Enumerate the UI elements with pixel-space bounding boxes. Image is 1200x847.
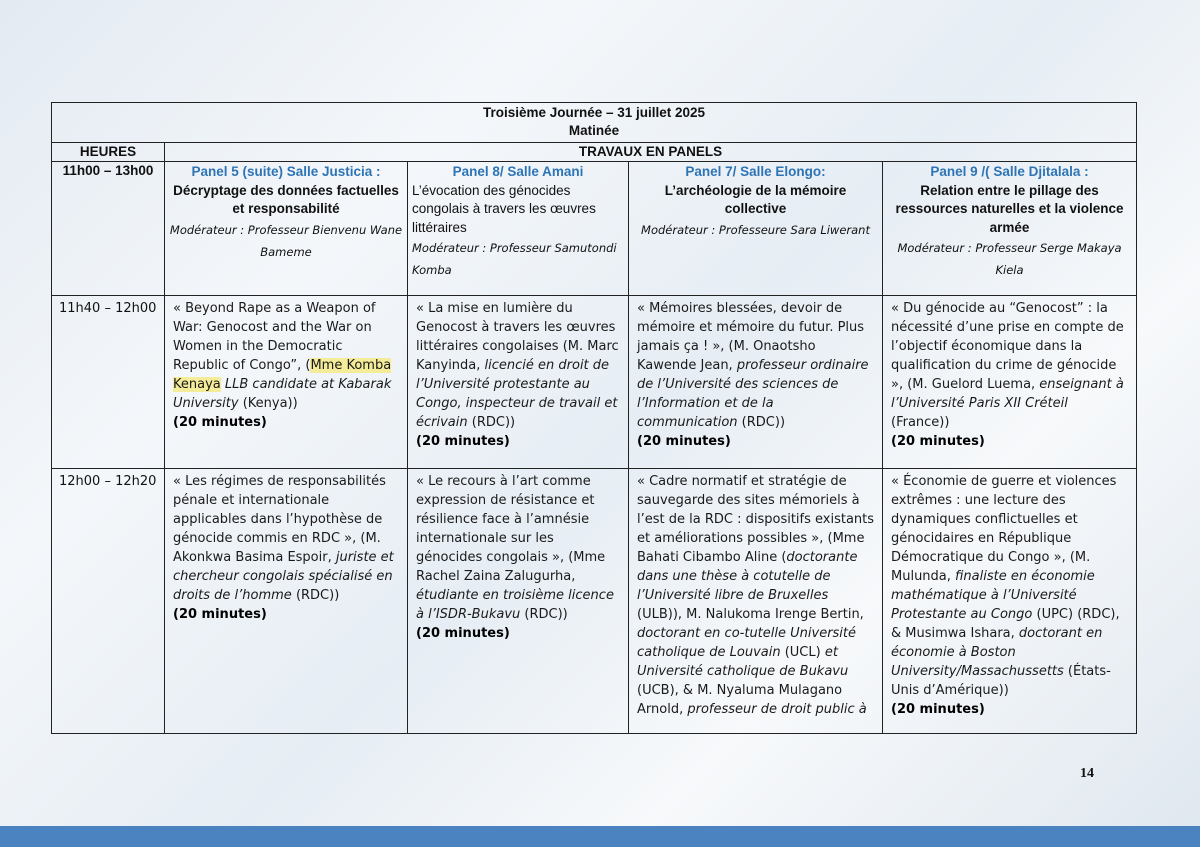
talk-text: (Kenya)) xyxy=(238,396,298,411)
talk-text: (RDC)) xyxy=(467,415,516,430)
panel-cell-8 xyxy=(408,162,629,296)
talk-cell xyxy=(408,296,629,469)
schedule-table xyxy=(51,102,1137,734)
slot-time: 11h40 – 12h00 xyxy=(52,296,165,469)
talk-affiliation: enseignant à l’Université Paris XII Créteil xyxy=(891,377,1124,411)
panel-time: 11h00 – 13h00 xyxy=(52,162,165,296)
panel-cell-7 xyxy=(629,162,883,296)
panel-title: Panel 8/ Salle Amani xyxy=(452,164,584,179)
talk-text: (France)) xyxy=(891,415,950,430)
talk-text: (UCB), & M. Nyaluma Mulagano Arnold, xyxy=(637,683,843,717)
panel-cell-5 xyxy=(165,162,408,296)
talk-cell xyxy=(883,469,1137,734)
panel-subtitle: L’évocation des génocides congolais à travers les œuvres littéraires xyxy=(412,182,596,235)
talk-affiliation: LLB candidate at Kabarak University xyxy=(173,377,392,411)
talk-cell xyxy=(629,469,883,734)
day-header xyxy=(52,103,1137,143)
talk-affiliation: étudiante en troisième licence à l’ISDR-Bukavu xyxy=(416,588,614,622)
talk-affiliation: juriste et chercheur congolais spécialisé en droits de l’homme xyxy=(173,550,394,603)
panel-moderator: Modérateur : Professeur Serge Makaya Kiela xyxy=(897,241,1122,277)
footer-bar xyxy=(0,826,1200,847)
page-number: 14 xyxy=(1080,766,1094,781)
talk-cell xyxy=(165,469,408,734)
col-header-panels: TRAVAUX EN PANELS xyxy=(165,143,1137,162)
talk-duration: (20 minutes) xyxy=(891,702,985,717)
talk-text: (États-Unis d’Amérique)) xyxy=(891,664,1111,698)
talk-cell xyxy=(883,296,1137,469)
talk-duration: (20 minutes) xyxy=(637,434,731,449)
talk-duration: (20 minutes) xyxy=(173,415,267,430)
talk-text: (RDC)) xyxy=(737,415,786,430)
session-subtitle: Matinée xyxy=(568,123,620,138)
panel-cell-9 xyxy=(883,162,1137,296)
talk-text: « Les régimes de responsabilités pénale et internationale applicables dans l’hypothèse de génocide commis en RDC », (M. Akonkwa Basima Espoir, xyxy=(173,474,386,565)
talk-text: « Le recours à l’art comme expression de résistance et résilience face à l’amnésie internationale sur les génocides congolais », (Mme Rachel Zaina Zalugurha, xyxy=(416,474,606,584)
day-title: Troisième Journée – 31 juillet 2025 xyxy=(482,105,706,120)
talk-text: (UCL) xyxy=(780,645,825,660)
talk-duration: (20 minutes) xyxy=(416,626,510,641)
talk-affiliation: doctorant en économie à Boston University/Massachussetts xyxy=(891,626,1103,679)
panel-subtitle: Relation entre le pillage des ressources naturelles et la violence armée xyxy=(895,182,1124,235)
talk-text: « La mise en lumière du Genocost à travers les œuvres littéraires congolaises (M. Marc Kanyinda, xyxy=(416,301,619,373)
talk-affiliation: professeur ordinaire de l’Université des sciences de l’Information et de la communication xyxy=(637,358,869,430)
talk-text: (ULB)), M. Nalukoma Irenge Bertin, xyxy=(637,607,864,622)
talk-affiliation: professeur de droit public à xyxy=(687,702,867,717)
slot-time: 12h00 – 12h20 xyxy=(52,469,165,734)
talk-affiliation: licencié en droit de l’Université protestante au Congo, inspecteur de travail et écrivain xyxy=(416,358,618,430)
panel-title: Panel 9 /( Salle Djitalala : xyxy=(930,164,1089,179)
talk-text-clip xyxy=(637,472,876,730)
highlighted-name: Mme Komba Kenaya xyxy=(173,358,392,392)
talk-text: « Du génocide au “Genocost” : la nécessité d’une prise en compte de l’objectif économique dans la qualification du crime de génocide », (M. Guelord Luema, xyxy=(891,301,1124,392)
talk-text: (RDC)) xyxy=(520,607,568,622)
col-header-hours: HEURES xyxy=(52,143,165,162)
talk-text: « Économie de guerre et violences extrêmes : une lecture des dynamiques conflictuelles et génocidaires en République Démocratique du Congo », (M. Mulunda, xyxy=(891,474,1117,584)
talk-text: (UPC) (RDC), & Musimwa Ishara, xyxy=(891,607,1120,641)
panel-subtitle: L’archéologie de la mémoire collective xyxy=(664,182,847,216)
talk-text: (RDC)) xyxy=(291,588,340,603)
panel-moderator: Modérateur : Professeur Samutondi Komba xyxy=(412,241,617,277)
talk-affiliation: doctorante dans une thèse à cotutelle de l’Université libre de Bruxelles xyxy=(637,550,858,603)
panel-subtitle: Décryptage des données factuelles et responsabilité xyxy=(173,182,399,216)
talk-duration: (20 minutes) xyxy=(173,607,267,622)
talk-text: « Mémoires blessées, devoir de mémoire et mémoire du futur. Plus jamais ça ! », (M. Onaotsho Kawende Jean, xyxy=(637,301,865,373)
talk-cell xyxy=(165,296,408,469)
talk-affiliation: finaliste en économie mathématique à l’Université Protestante au Congo xyxy=(891,569,1095,622)
talk-affiliation: doctorant en co-tutelle Université catholique de Louvain xyxy=(637,626,857,660)
panel-moderator: Modérateur : Professeur Bienvenu Wane Bameme xyxy=(169,222,403,259)
talk-cell xyxy=(408,469,629,734)
talk-cell xyxy=(629,296,883,469)
talk-text: « Beyond Rape as a Weapon of War: Genocost and the War on Women in the Democratic Republic of Congo”, ( xyxy=(173,301,376,373)
talk-duration: (20 minutes) xyxy=(416,434,510,449)
panel-title: Panel 5 (suite) Salle Justicia : xyxy=(191,164,381,179)
talk-duration: (20 minutes) xyxy=(891,434,985,449)
talk-affiliation: et Université catholique de Bukavu xyxy=(637,645,849,679)
talk-text: « Cadre normatif et stratégie de sauvegarde des sites mémoriels à l’est de la RDC : dispositifs existants et améliorations possibles », (Mme Bahati Cibambo Aline ( xyxy=(637,474,875,565)
panel-moderator: Modérateur : Professeure Sara Liwerant xyxy=(641,222,870,237)
panel-title: Panel 7/ Salle Elongo: xyxy=(685,164,826,179)
